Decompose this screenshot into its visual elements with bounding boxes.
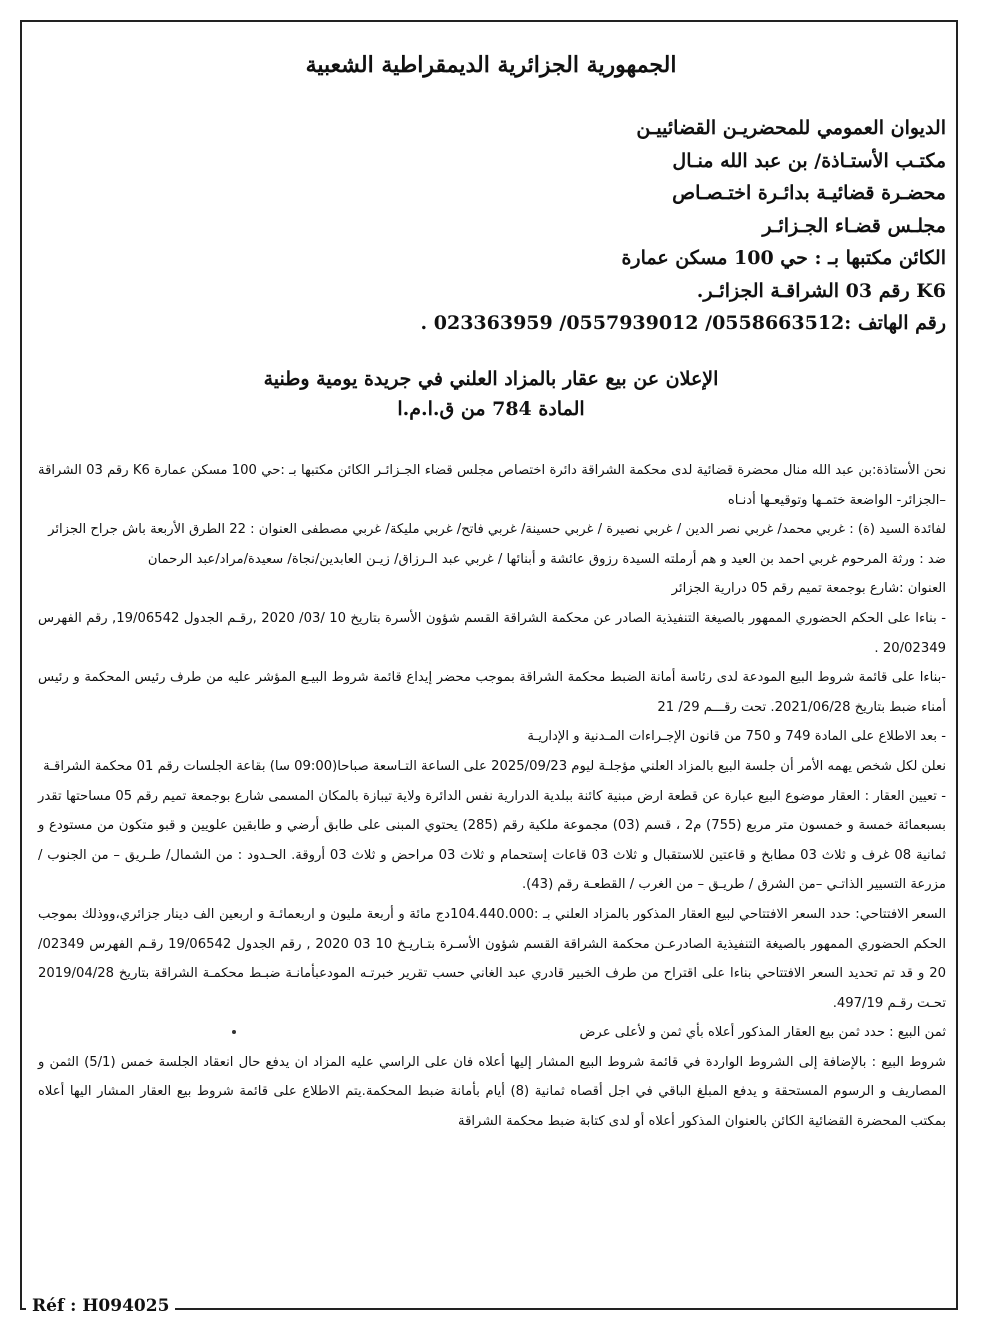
bailiff-intro-paragraph: نحن الأستاذة:بن عبد الله منال محضرة قضائية لدى محكمة الشراقة دائرة اختصاص مجلس قضاء الجـزائـر الكائن مكتبها بـ :حي 100 مسكن عمارة K6 رقم 03 الشراقة –الجزائر- الواضعة ختمـها وتوقيعـها أدنـاه <box>38 463 947 508</box>
office-line: K6 رقم 03 الشراقـة الجزائـر. <box>696 279 946 302</box>
republic-heading: الجمهورية الجزائرية الديمقراطية الشعبية <box>305 52 677 78</box>
office-line: الكائن مكتبها بـ : حي 100 مسكن عمارة <box>621 247 946 269</box>
sale-conditions: شروط البيع : بالإضافة إلى الشروط الواردة في قائمة شروط البيع المشار إليها أعلاه فان على الراسي عليه المزاد ان يدفع حال انعقاد الجلسة خمس (5/1) الثمن و المصاريف و الرسوم المستحقة و يدفع المبلغ الباقي في اجل أقصاه ثمانية (8) أيام بأمانة ضبط المحكمة.يتم الاطلاع على قائمة شروط بيع العقار المشار اليها أعلاه بمكتب المحضرة القضائية الكائن بالعنوان المذكور أعلاه أو لدى كتابة ضبط محكمة الشراقة <box>38 1054 947 1130</box>
defendants-paragraph: ضد : ورثة المرحوم غربي احمد بن العيد و هم أرملته السيدة رزوق عائشة و أبنائها / غربي عبد الـرزاق/ زيـن العابدين/نجاة/ سعيدة/مراد/عبد الرحمان <box>147 551 946 567</box>
office-phone-line: رقم الهاتف :0558663512/ 0557939012/ 023363959 . <box>420 312 946 334</box>
judgment-reference: - بناءا على الحكم الحضوري الممهور بالصيغة التنفيذية الصادر عن محكمة الشراقة القسم شؤون الأسرة بتاريخ 10 /03/ 2020 ,رقـم الجدول 19/06542, رقم الفهرس 20/02349 . <box>38 610 946 656</box>
sale-price: ثمن البيع : حدد ثمن بيع العقار المذكور أعلاه بأي ثمن و لأعلى عرض <box>579 1025 946 1041</box>
office-line: محضـرة قضائيـة بدائـرة اختـصـاص <box>672 182 946 204</box>
announcement-body <box>38 456 946 1137</box>
auction-session-notice: نعلن لكل شخص يهمه الأمر أن جلسة البيع بالمزاد العلني مؤجلـة ليوم 2025/09/23 على الساعة التـاسعة صباحا(09:00 سا) بقاعة الجلسات رقم 01 محكمة الشراقـة <box>43 758 946 774</box>
reference-number: Réf : H094025 <box>26 1296 175 1316</box>
office-line: مكتـب الأستـاذة/ بن عبد الله منـال <box>672 149 946 172</box>
announcement-title: الإعلان عن بيع عقار بالمزاد العلني في جريدة يومية وطنية <box>263 368 719 390</box>
opening-price: السعر الافتتاحي: حدد السعر الافتتاحي لبيع العقار المذكور بالمزاد العلني بـ :104.440.000دج مائة و أربعة مليون و اربعمائـة و اربعين الف دينار جزائري،ووذلك بموجب الحكم الحضوري الممهور بالصيغة التنفيذية الصادرعـن محكمة الشراقة القسم شؤون الأسـرة بتـاريـخ 10 03 2020 , رقم الجدول 19/06542 رقـم الفهرس 02349/ 20 و قد تم تحديد السعر الافتتاحي بناءا على اقتراح من طرف الخبير قادري عبد الغاني حسب تقرير خبرتـه المودعبأمانـة ضبـط محكمـة الشراقة بتاريخ 2019/04/28 تحـت رقـم 497/19. <box>38 906 946 1011</box>
defendants-address: العنوان :شارع بوجمعة تميم رقم 05 درارية الجزائر <box>671 581 946 597</box>
announcement-article: المادة 784 من ق.ا.م.ا <box>397 398 585 420</box>
bailiff-office-block <box>226 112 946 340</box>
beneficiaries-paragraph: لفائدة السيد (ة) : غربي محمد/ غربي نصر الدين / غربي نصيرة / غربي حسينة/ غربي فاتح/ غربي مليكة/ غربي مصطفى العنوان : 22 الطرق الأربعة باش جراح الجزائر <box>48 522 946 538</box>
legal-articles: - بعد الاطلاع على المادة 749 و 750 من قانون الإجـراءات المـدنية و الإداريـة <box>527 729 946 745</box>
sale-conditions-deposit: -بناءا على قائمة شروط البيع المودعة لدى رئاسة أمانة الضبط محكمة الشراقة بموجب محضر إيداع قائمة شروط البيـع المؤشر عليه من طرف رئيس المحكمة و رئيس أمناء ضبط بتاريخ 2021/06/28. تحت رقـــم 29/ 21 <box>38 670 946 715</box>
property-description: - تعيين العقار : العقار موضوع البيع عبارة عن قطعة ارض مبنية كائنة ببلدية الدرارية نفس الدائرة ولاية تيبازة بالمكان المسمى شارع بوجمعة تميم رقم 05 مساحتها تقدر بسبعمائة خمسة و خمسون متر مربع (755) م2 ، قسم (03) مجموعة ملكية رقم (285) يحتوي المبنى على طابق أرضي و طابقين علويين و قبو متكون من مستودع و ثمانية 08 غرف و ثلاث 03 مطابخ و قاعتين للاستقبال و ثلاث 03 قاعات إستحمام و ثلاث 03 مراحض و ثلاث 03 أروقة. الحـدود : من الشمال/ طـريق – من الجنوب / مزرعة التسيير الذاتـي –من الشرق / طريـق – من الغرب / القطعـة رقم (43). <box>38 788 946 893</box>
office-line: الديوان العمومي للمحضريـن القضائييـن <box>636 117 946 139</box>
announcement-heading <box>0 364 982 424</box>
ink-dot <box>232 1030 236 1034</box>
office-line: مجلـس قضـاء الجـزائـر <box>762 214 946 237</box>
